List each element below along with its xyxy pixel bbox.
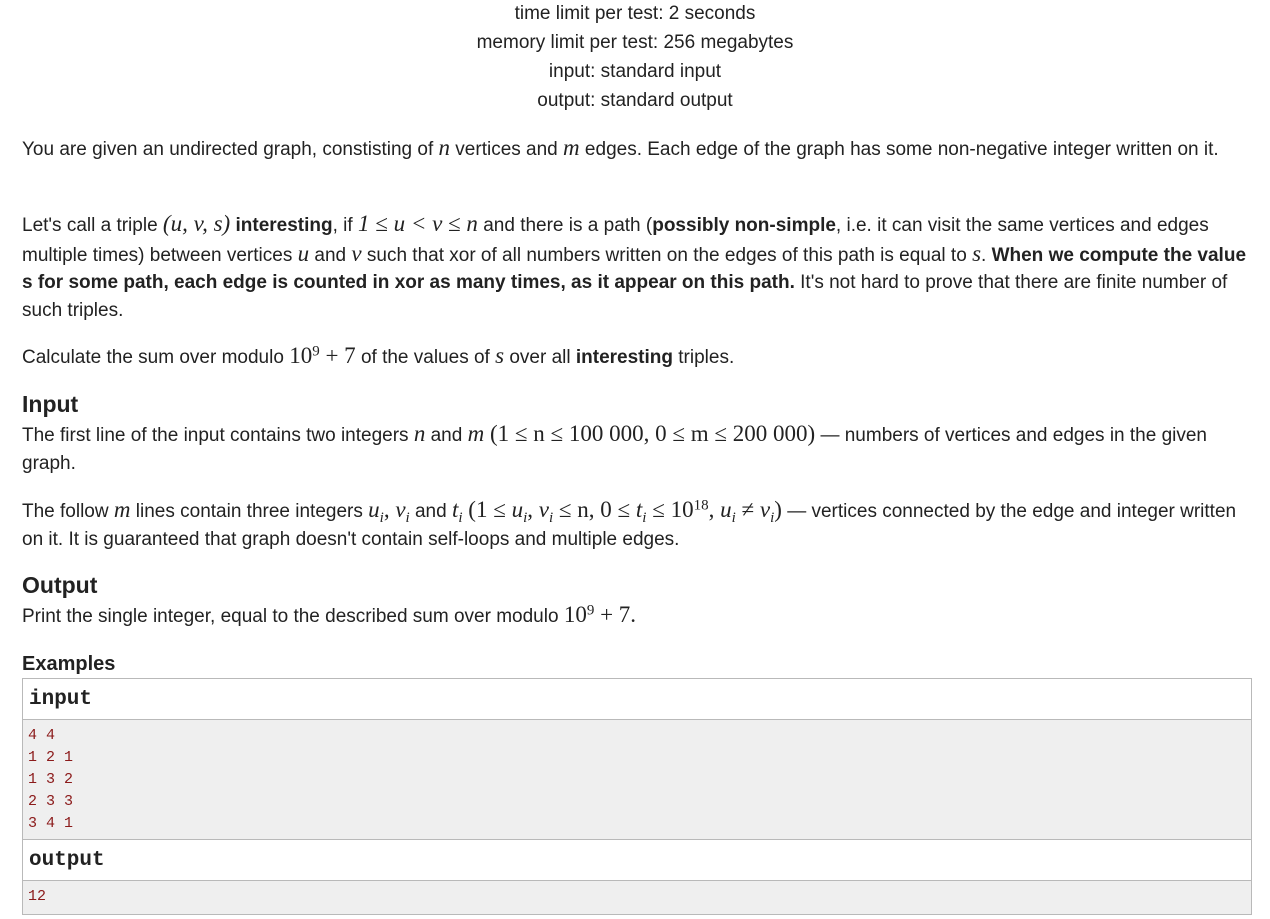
math-n: n: [438, 135, 451, 160]
example-input-line: 1 3 2: [28, 771, 74, 788]
math-m: m: [563, 135, 580, 160]
output-paragraph: [22, 601, 1247, 631]
text: — numbers of vertices and edges in the given graph.: [22, 425, 1208, 474]
math-constraint-part: ,: [527, 497, 539, 522]
examples-title: Examples: [22, 653, 116, 675]
text: Print the single integer, equal to the described sum over modulo: [22, 606, 564, 627]
math-base: 10: [563, 602, 587, 627]
math-constraint-part: ,: [708, 497, 721, 522]
bold-note: When we compute the value s for some path, each edge is counted in xor as many times, as it appear on this path.: [22, 244, 1247, 293]
example-output-label: output: [23, 840, 1251, 881]
math-plus-seven: + 7.: [594, 602, 637, 627]
math-u: u: [368, 497, 380, 522]
text: and: [309, 244, 352, 266]
math-base: 10: [289, 343, 313, 368]
text: and: [425, 425, 468, 446]
math-u: u: [511, 497, 524, 522]
text: Let's call a triple: [22, 215, 163, 236]
text: triples.: [672, 347, 735, 368]
math-exponent: 9: [586, 602, 595, 619]
math-subscript-i: i: [731, 509, 736, 526]
text: edges. Each edge of the graph has some non-negative integer written on it.: [579, 139, 1219, 160]
math-subscript-i: i: [548, 509, 554, 526]
text: such that xor of all numbers written on the edges of this path is equal to: [361, 244, 973, 266]
math-constraint-part: ≤ 10: [646, 497, 694, 522]
text: .: [981, 244, 992, 266]
text: The first line of the input contains two integers: [22, 425, 414, 446]
text: The follow: [22, 501, 114, 522]
text: You are given an undirected graph, constisting of: [22, 139, 439, 160]
text: — vertices connected by the edge and integer written on it. It is guaranteed that graph doesn't contain self-loops and multiple edges.: [22, 501, 1237, 550]
problem-header: [0, 0, 1270, 115]
example-input-line: 1 2 1: [28, 749, 74, 766]
output-spec: output: standard output: [537, 90, 733, 111]
memory-limit: memory limit per test: 256 megabytes: [476, 32, 794, 53]
math-t: t: [635, 497, 643, 522]
text: lines contain three integers: [130, 501, 369, 522]
time-limit: time limit per test: 2 seconds: [514, 3, 756, 24]
math-v: v: [395, 497, 406, 522]
math-constraint-part: ≤ n, 0 ≤: [553, 497, 636, 522]
text: and: [409, 501, 452, 522]
example-input-line: 2 3 3: [28, 793, 74, 810]
text: Calculate the sum over modulo: [22, 347, 290, 368]
input-paragraph-1: [22, 420, 1247, 477]
bold-possibly-non-simple: possibly non-simple: [652, 215, 836, 236]
text: and there is a path (: [477, 215, 653, 236]
math-m: m: [467, 421, 485, 446]
statement-paragraph-1: [22, 134, 1247, 164]
example-input-box: [22, 678, 1252, 840]
example-output-content[interactable]: [23, 881, 1251, 914]
text: , i.e. it can visit the same vertices and edges multiple times) between vertices: [22, 215, 1209, 266]
math-u: u: [720, 497, 732, 522]
text: over all: [504, 347, 576, 368]
example-output-box: [22, 839, 1252, 915]
example-input-line: 4 4: [28, 727, 56, 744]
math-plus-seven: + 7: [319, 343, 356, 368]
math-not-equal: ≠: [735, 497, 760, 522]
example-input-label: input: [23, 679, 1251, 720]
math-s: s: [495, 343, 505, 368]
output-section-title: Output: [22, 572, 98, 598]
statement-paragraph-2: [22, 210, 1247, 324]
math-condition: 1 ≤ u < v ≤ n: [357, 211, 478, 236]
math-exponent: 18: [693, 497, 709, 514]
math-triple: (u, v, s): [162, 211, 231, 236]
math-n: n: [413, 421, 426, 446]
statement-paragraph-3: [22, 342, 1247, 372]
math-subscript-i: i: [379, 509, 384, 526]
input-spec: input: standard input: [548, 61, 722, 82]
math-m: m: [113, 497, 131, 522]
example-output-line: 12: [28, 888, 47, 905]
math-u: u: [297, 240, 310, 266]
math-subscript-i: i: [642, 509, 647, 526]
math-v: v: [351, 240, 362, 266]
bold-interesting: interesting: [235, 215, 333, 236]
math-exponent: 9: [312, 343, 320, 360]
input-paragraph-2: The follow m lines contain three integers $u_i$, $v_i$ and $t_i$ ($1 \le u_i$, $v_i \le n$, $0 \le t_i \le 10^{18}$, $u_i \ne v_i$) — vertices connected by the edge and integer written on it. It is guaranteed that graph doesn't contain self-loops and multiple edges.: [22, 497, 1237, 550]
math-v: v: [538, 497, 549, 522]
math-constraint-part: ): [774, 497, 782, 522]
text: , if: [332, 215, 358, 236]
math-s: s: [972, 240, 982, 266]
math-v: v: [759, 497, 771, 522]
math-constraints: (1 ≤ n ≤ 100 000, 0 ≤ m ≤ 200 000): [484, 421, 816, 446]
example-input-line: 3 4 1: [28, 815, 74, 832]
example-input-content[interactable]: [23, 720, 1251, 839]
math-subscript-i: i: [458, 509, 463, 526]
text: vertices and: [450, 139, 564, 160]
math-subscript-i: i: [523, 509, 528, 526]
math-subscript-i: i: [770, 509, 775, 526]
math-subscript-i: i: [405, 509, 410, 526]
text: It's not hard to prove that there are finite number of such triples.: [22, 272, 1228, 321]
input-section-title: Input: [22, 391, 79, 417]
math-constraint-part: (1 ≤: [462, 497, 512, 522]
bold-interesting: interesting: [575, 347, 673, 368]
math-t: t: [451, 497, 459, 522]
text: of the values of: [355, 347, 496, 368]
